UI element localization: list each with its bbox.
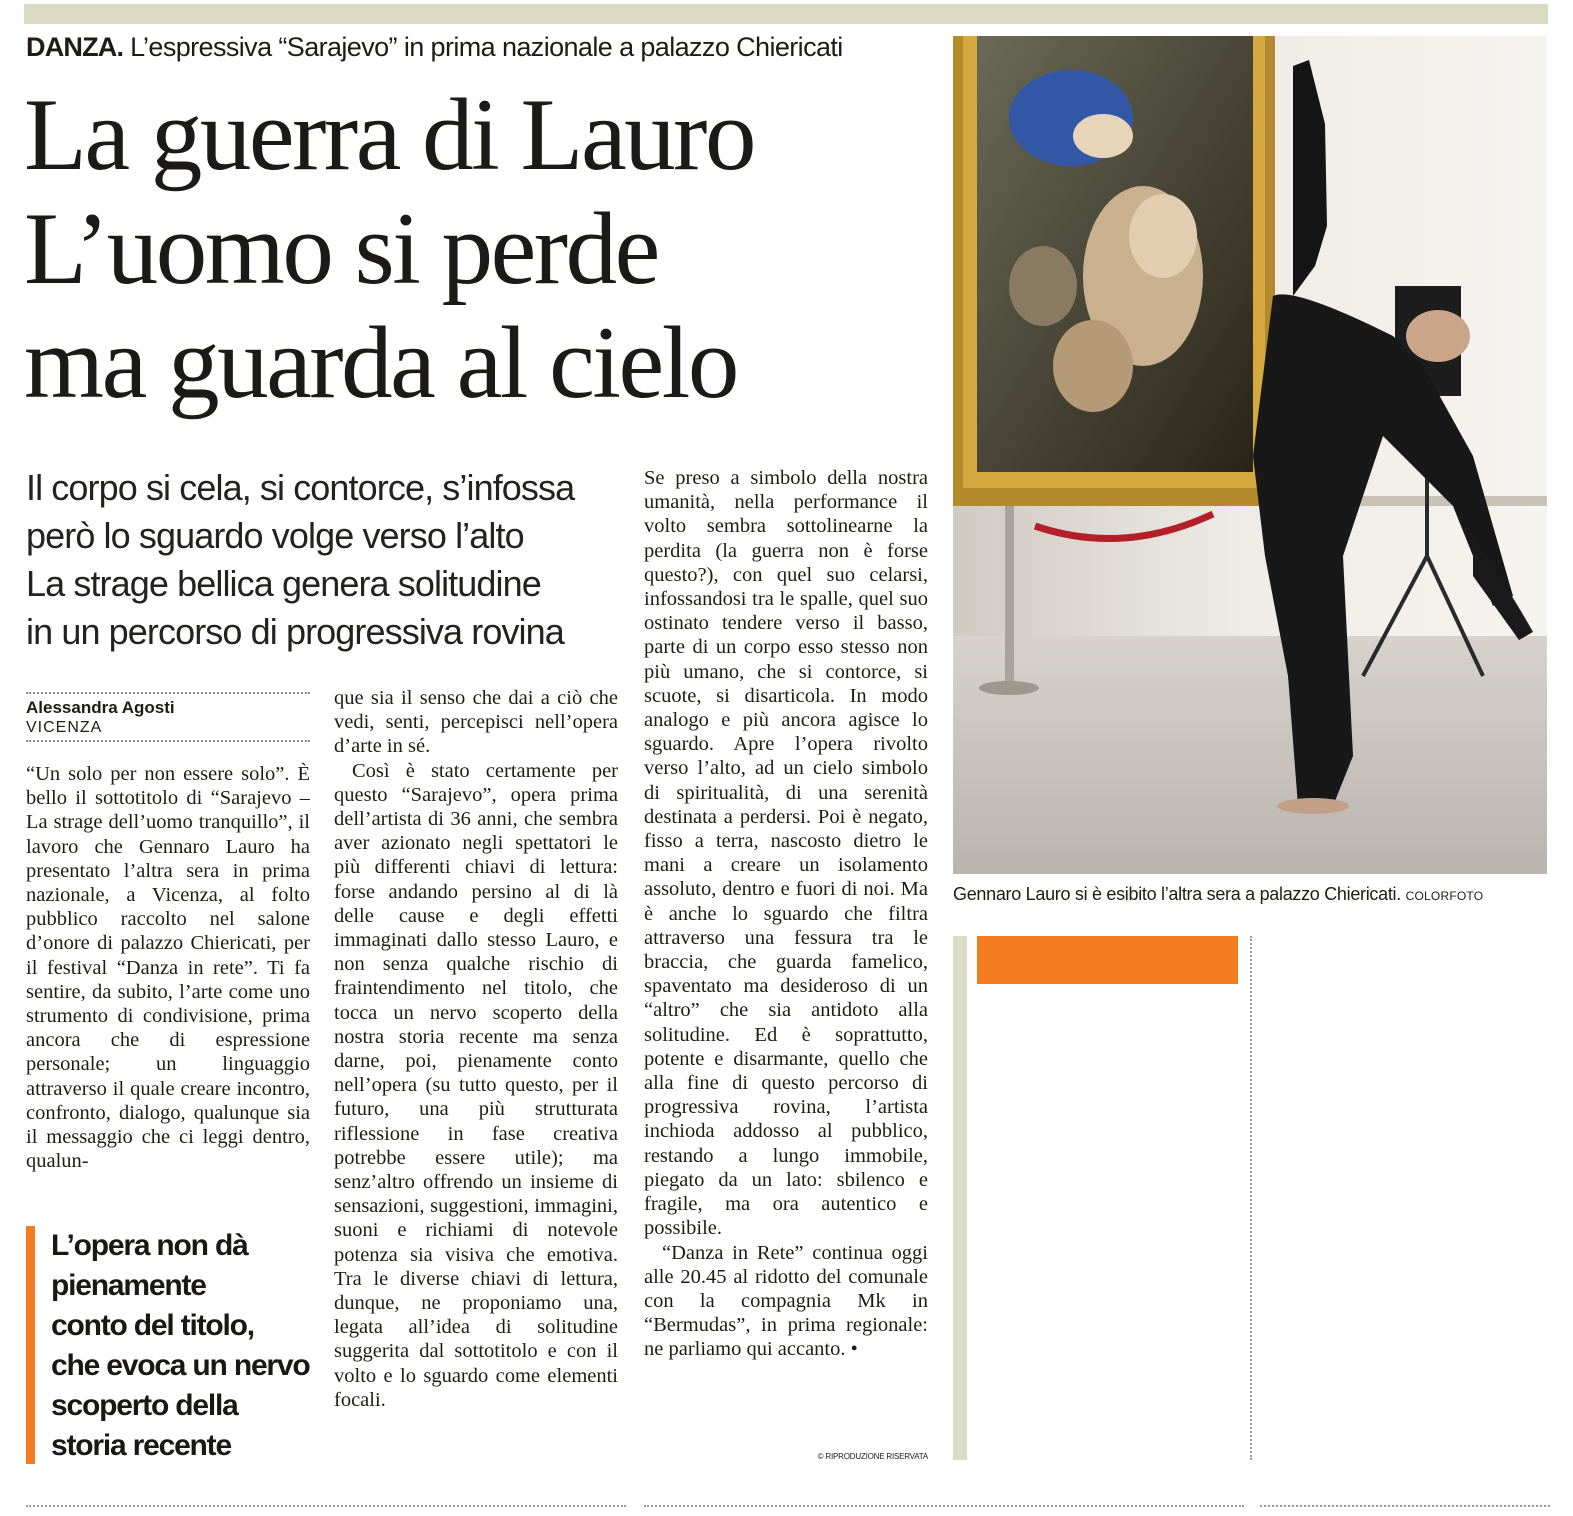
byline-author: Alessandra Agosti [26, 698, 175, 717]
pull-quote-line: pienamente [51, 1269, 206, 1302]
kicker-text: L’espressiva “Sarajevo” in prima nazionale a palazzo Chiericati [130, 32, 843, 62]
body-paragraph: que sia il senso che dai a ciò che vedi, senti, percepisci nell’opera d’arte in sé. [334, 687, 618, 758]
pull-quote [26, 1226, 341, 1464]
photo-credit: COLORFOTO [1405, 889, 1484, 903]
bottom-rule-left [26, 1505, 626, 1507]
headline-line: ma guarda al cielo [24, 306, 737, 420]
subhead-line: però lo sguardo volge verso l’alto [26, 515, 524, 556]
headline-line: La guerra di Lauro [24, 78, 754, 192]
byline [26, 692, 310, 742]
bottom-rule-middle [644, 1505, 1244, 1507]
headline-line: L’uomo si perde [24, 192, 658, 306]
body-column-3 [644, 466, 928, 1446]
orange-accent-bar [977, 936, 1238, 984]
subhead-line: Il corpo si cela, si contorce, s’infossa [26, 467, 575, 508]
body-paragraph: “Danza in Rete” continua oggi alle 20.45 al ridotto del comunale con la compagnia Mk in “Bermudas”, in prima regionale: ne parliamo qui accanto. • [644, 1241, 928, 1361]
article-subhead [26, 464, 636, 656]
kicker-section: DANZA. [26, 32, 124, 62]
body-paragraph: Così è stato certamente per questo “Sarajevo”, opera prima dell’artista di 36 anni, che sembra aver azionato negli spettatori le più differenti chiavi di lettura: forse andando persino al di là delle cause e degli effetti immaginati dallo stesso Lauro, e non senza qualche rischio di fraintendimento nel titolo, che tocca un nervo scoperto della nostra storia recente ma senza darne, poi, pienamente conto nell’opera (su tutto questo, per il futuro, una più strutturata riflessione in fase creativa potrebbe essere utile); ma senz’altro offrendo un insieme di sensazioni, suggestioni, immagini, suoni e richiami di notevole potenza sia visiva che emotiva. Tra le diverse chiavi di lettura, dunque, ne proponiamo una, legata all’idea di solitudine suggerita dal sottotitolo e con il volto e lo sguardo come elementi focali. [334, 759, 618, 1411]
article-headline [24, 78, 939, 420]
pull-quote-line: L’opera non dà [51, 1229, 248, 1262]
subhead-line: in un percorso di progressiva rovina [26, 611, 564, 652]
column-divider [1250, 936, 1252, 1460]
pull-quote-line: storia recente [51, 1429, 231, 1462]
body-column-2 [334, 686, 618, 1466]
pull-quote-line: scoperto della [51, 1389, 238, 1422]
top-rule-bar [24, 4, 1548, 24]
photo-caption-text: Gennaro Lauro si è esibito l’altra sera a palazzo Chiericati. [953, 884, 1401, 904]
article-photo [953, 36, 1547, 874]
photo-caption [953, 882, 1547, 908]
body-column-1 [26, 762, 310, 1202]
bottom-rule-right [1260, 1505, 1550, 1507]
body-paragraph: “Un solo per non essere solo”. È bello il sottotitolo di “Sarajevo – La strage dell’uomo tranquillo”, il lavoro che Gennaro Lauro ha presentato l’altra sera in prima nazionale, a Vicenza, al folto pubblico raccolto nel salone d’onore di palazzo Chiericati, per il festival “Danza in rete”. Ti fa sentire, da subito, l’arte come uno strumento di condivisione, prima ancora che di espressione personale; un linguaggio attraverso il quale creare incontro, confronto, dialogo, qualunque sia il messaggio che ci leggi dentro, qualun- [26, 763, 310, 1173]
copyright-notice: © RIPRODUZIONE RISERVATA [817, 1452, 928, 1461]
sidebar-rule [953, 936, 967, 1460]
byline-city: VICENZA [26, 719, 103, 736]
pull-quote-line: che evoca un nervo [51, 1349, 310, 1382]
article-kicker [26, 30, 936, 64]
dancer-photo-illustration [953, 36, 1547, 874]
subhead-line: La strage bellica genera solitudine [26, 563, 541, 604]
pull-quote-line: conto del titolo, [51, 1309, 254, 1342]
body-paragraph: Se preso a simbolo della nostra umanità, nella performance il volto sembra sottolinearne la perdita (la guerra non è forse questo?), con quel suo celarsi, infossandosi tra le spalle, quel suo ostinato tendere verso il basso, parte di un corpo esso stesso non più umano, che si contorce, si scuote, si disarticola. In modo analogo e più ancora agisce lo sguardo. Apre l’opera rivolto verso l’alto, ad un cielo simbolo di spiritualità, di una serenità destinata a perdersi. Poi è negato, fisso a terra, nascosto dietro le mani a creare un isolamento assoluto, dentro e fuori di noi. Ma è anche lo sguardo che filtra attraverso una fessura tra le braccia, che guarda famelico, spaventato ma desideroso di un “altro” che sia antidoto alla solitudine. Ed è soprattutto, potente e disarmante, quello che alla fine di questo percorso di progressiva rovina, l’artista inchioda addosso al pubblico, restando a lungo immobile, piegato da un lato: sbilenco e fragile, ma ora autentico e possibile. [644, 467, 928, 1240]
